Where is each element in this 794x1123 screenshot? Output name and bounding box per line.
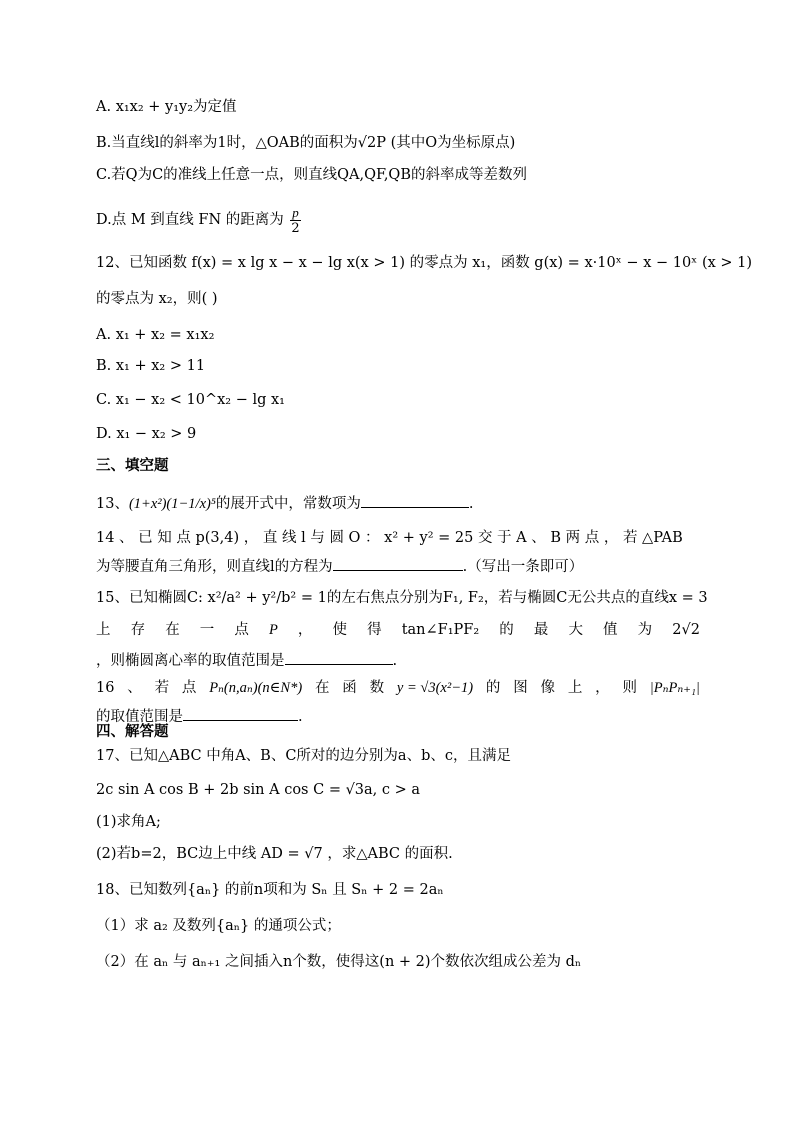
q15-line3-text: ，则椭圆离心率的取值范围是 <box>96 653 285 669</box>
q13 <box>96 484 700 524</box>
q15-word: 在 <box>165 622 180 638</box>
q15-word: 2√2 <box>672 622 700 638</box>
q14-line2 <box>96 554 700 577</box>
q15-word: 一 <box>199 622 215 638</box>
q15-line3 <box>96 648 700 671</box>
q16-word: 上 <box>567 680 583 696</box>
answer-blank <box>333 554 463 571</box>
q13-expression: (1+x²)(1−1/x)⁵ <box>128 496 216 512</box>
q16-word: 、 <box>127 680 142 696</box>
q17-line1: 17、已知△ABC 中角A、B、C所对的边分别为a、b、c，且满足 <box>96 748 511 764</box>
q12-option-c: C. x₁ − x₂ < 10^x₂ − lg x₁ <box>96 392 285 408</box>
q16-word: 函 <box>342 680 357 696</box>
q15-word: P <box>268 622 278 638</box>
q15-line2 <box>96 620 700 640</box>
q15-word: ， <box>297 622 313 638</box>
q17-part1: (1)求角A; <box>96 814 161 830</box>
q15-word: 为 <box>637 622 653 638</box>
q13-number: 13、 <box>96 496 129 512</box>
q16-line2-text: 的取值范围是 <box>96 709 183 725</box>
q16-word: 在 <box>314 680 330 696</box>
q16-word: 点 <box>181 680 197 696</box>
q12-stem-line2: 的零点为 x₂，则( ) <box>96 291 218 307</box>
q15-word: 上 <box>96 622 111 638</box>
fraction-numerator: p <box>292 204 299 220</box>
q15-word: 得 <box>367 622 382 638</box>
q15-word: 值 <box>603 622 618 638</box>
answer-blank <box>183 704 298 721</box>
q11-option-c: C.若Q为C的准线上任意一点，则直线QA,QF,QB的斜率成等差数列 <box>96 167 527 183</box>
q14-line2-end: .（写出一条即可） <box>462 559 584 575</box>
q12-stem-line1: 12、已知函数 f(x) = x lg x − x − lg x(x > 1) 的零点为 x₁，函数 g(x) = x·10ˣ − x − 10ˣ (x > 1) <box>96 255 753 271</box>
q15-word: tan∠F₁PF₂ <box>401 622 480 638</box>
q18-part2: （2）在 aₙ 与 aₙ₊₁ 之间插入n个数，使得这(n + 2)个数依次组成公差为 dₙ <box>96 954 582 970</box>
q17-line2: 2c sin A cos B + 2b sin A cos C = √3a, c > a <box>96 782 421 798</box>
q16-word: 若 <box>154 680 170 696</box>
q18-line1: 18、已知数列{aₙ} 的前n项和为 Sₙ 且 Sₙ + 2 = 2aₙ <box>96 882 444 898</box>
q16-line1 <box>96 676 700 700</box>
q16-word: 图 <box>513 680 528 696</box>
q16-word: y = √3(x²−1) <box>396 680 474 696</box>
q11-option-a: A. x₁x₂ + y₁y₂为定值 <box>96 99 237 115</box>
fraction-denominator: 2 <box>291 220 300 236</box>
section-title-fill-in: 三、填空题 <box>96 458 169 474</box>
q15-word: 的 <box>499 622 514 638</box>
q16-word: 像 <box>540 680 556 696</box>
q15-line3-end: . <box>392 653 398 669</box>
q14-line2-text: 为等腰直角三角形，则直线l的方程为 <box>96 559 333 575</box>
q15-word: 点 <box>234 622 249 638</box>
q16-word: Pₙ(n,aₙ)(n∈N*) <box>209 680 303 696</box>
q17-part2: (2)若b=2，BC边上中线 AD = √7 ，求△ABC 的面积. <box>96 846 453 862</box>
q16-word: 的 <box>485 680 501 696</box>
q12-option-b: B. x₁ + x₂ > 11 <box>96 358 206 374</box>
q16-word: |PₙPₙ₊₁| <box>649 680 700 696</box>
q18-part1: （1）求 a₂ 及数列{aₙ} 的通项公式； <box>96 918 341 934</box>
q15-word: 使 <box>332 622 348 638</box>
q16-word: 数 <box>369 680 385 696</box>
q15-word: 大 <box>568 622 583 638</box>
q15-word: 存 <box>130 622 146 638</box>
q14-line1: 14 、 已 知 点 p(3,4) ， 直 线 l 与 圆 O ： x² + y² = 25 交 于 A 、 B 两 点 ， 若 △PAB <box>96 530 683 546</box>
q11-option-d <box>96 203 700 237</box>
q12-option-a: A. x₁ + x₂ = x₁x₂ <box>96 327 215 343</box>
q15-word: 最 <box>533 622 549 638</box>
q11-option-d-fraction <box>289 205 301 236</box>
q15-line1: 15、已知椭圆C: x²/a² + y²/b² = 1的左右焦点分别为F₁, F₂，若与椭圆C无公共点的直线x = 3 <box>96 590 708 606</box>
q16-line2-end: . <box>298 709 303 725</box>
q13-end: . <box>468 496 474 512</box>
q12-option-d: D. x₁ − x₂ > 9 <box>96 426 197 442</box>
section-title-solutions: 四、解答题 <box>96 724 169 740</box>
answer-blank <box>361 491 469 508</box>
q16-word: 则 <box>622 680 637 696</box>
q16-word: ， <box>595 680 610 696</box>
q16-word: 16 <box>96 680 115 696</box>
q11-option-d-text: D.点 M 到直线 FN 的距离为 <box>96 212 284 228</box>
q13-text: 的展开式中，常数项为 <box>215 496 361 512</box>
answer-blank <box>285 648 393 665</box>
q11-option-b: B.当直线l的斜率为1时，△OAB的面积为√2P (其中O为坐标原点) <box>96 135 516 151</box>
